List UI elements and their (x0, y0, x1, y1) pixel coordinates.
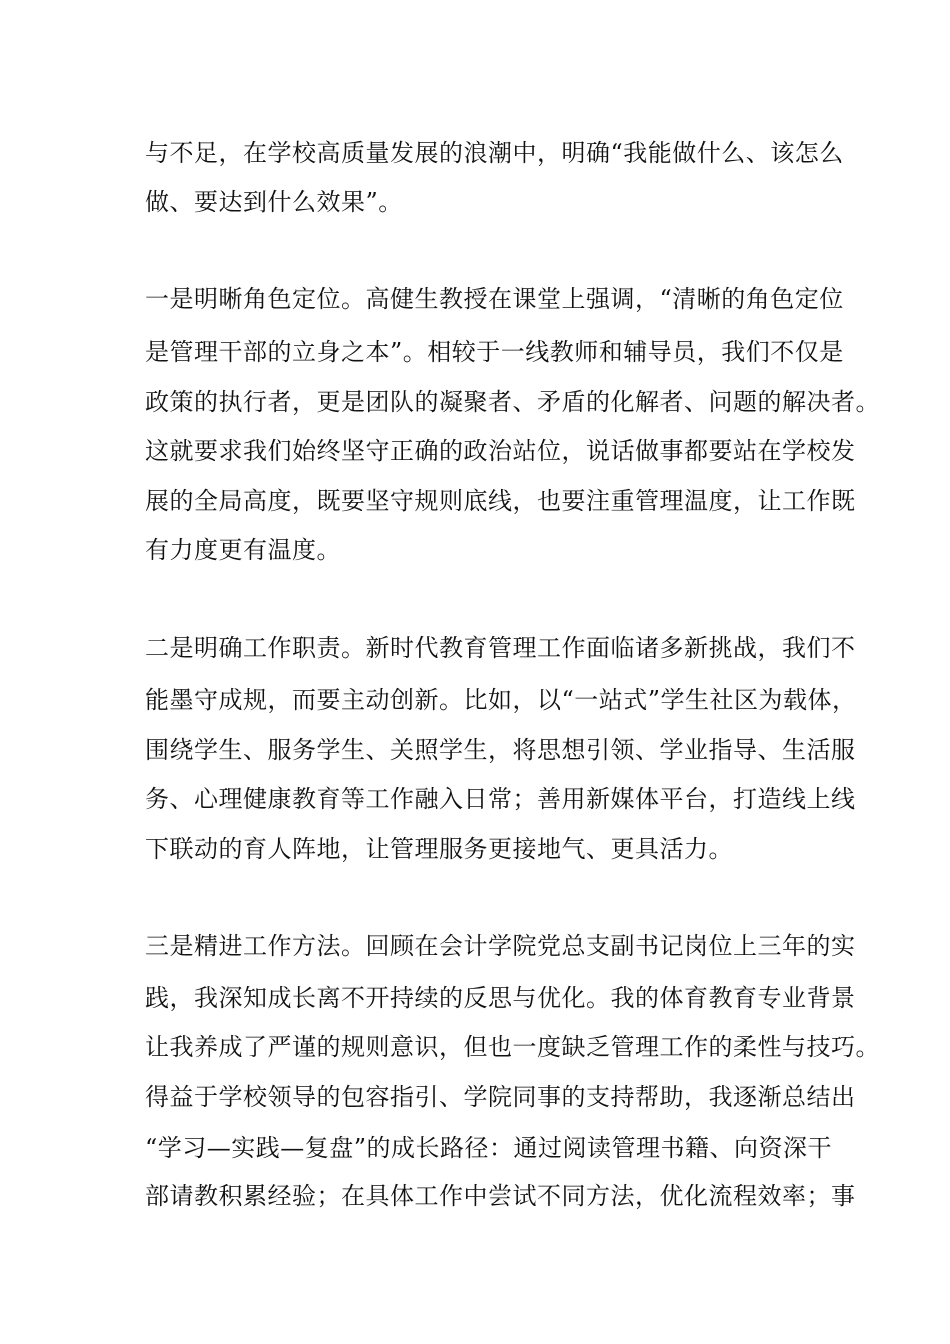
text-line: 一是明晰角色定位。高健生教授在课堂上强调，“清晰的角色定位 (145, 285, 844, 313)
text-line: 能墨守成规，而要主动创新。比如，以“一站式”学生社区为载体， (145, 686, 857, 714)
text-line: 政策的执行者，更是团队的凝聚者、矛盾的化解者、问题的解决者。 (145, 388, 880, 416)
text-line: 得益于学校领导的包容指引、学院同事的支持帮助，我逐渐总结出 (145, 1083, 856, 1111)
text-line: 让我养成了严谨的规则意识，但也一度缺乏管理工作的柔性与技巧。 (145, 1033, 880, 1061)
text-line: 与不足，在学校高质量发展的浪潮中，明确“我能做什么、该怎么 (145, 139, 844, 167)
text-line: 部请教积累经验；在具体工作中尝试不同方法，优化流程效率；事 (145, 1182, 856, 1210)
text-line: 有力度更有温度。 (145, 536, 341, 564)
text-line: 三是精进工作方法。回顾在会计学院党总支副书记岗位上三年的实 (145, 932, 856, 960)
text-line: 二是明确工作职责。新时代教育管理工作面临诸多新挑战，我们不 (145, 634, 856, 662)
text-line: 围绕学生、服务学生、关照学生，将思想引领、学业指导、生活服 (145, 736, 856, 764)
text-line: 这就要求我们始终坚守正确的政治站位，说话做事都要站在学校发 (145, 437, 856, 465)
text-line: 践，我深知成长离不开持续的反思与优化。我的体育教育专业背景 (145, 984, 856, 1012)
text-line: 展的全局高度，既要坚守规则底线，也要注重管理温度，让工作既 (145, 487, 856, 515)
text-line: 是管理干部的立身之本”。相较于一线教师和辅导员，我们不仅是 (145, 338, 844, 366)
text-line: “学习—实践—复盘”的成长路径：通过阅读管理书籍、向资深干 (145, 1134, 833, 1162)
text-line: 务、心理健康教育等工作融入日常；善用新媒体平台，打造线上线 (145, 785, 856, 813)
text-line: 做、要达到什么效果”。 (145, 188, 403, 216)
text-line: 下联动的育人阵地，让管理服务更接地气、更具活力。 (145, 835, 733, 863)
